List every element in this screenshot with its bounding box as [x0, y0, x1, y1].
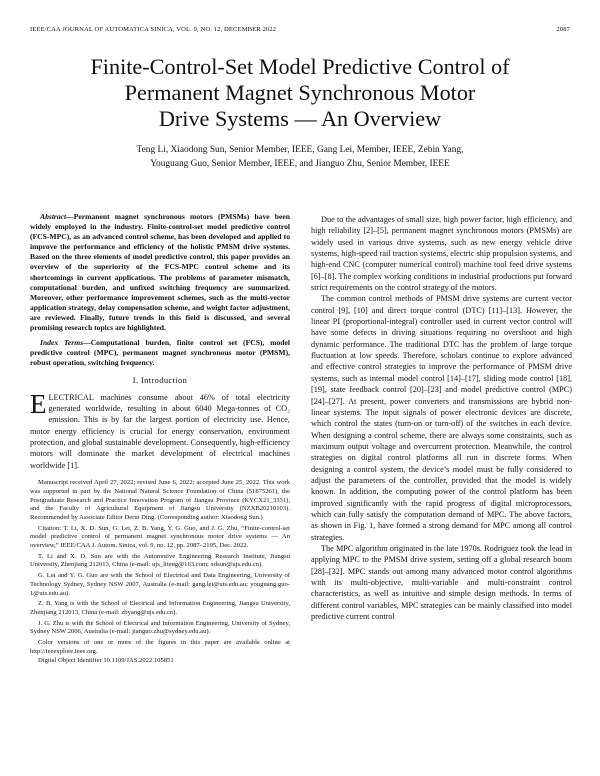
index-terms	[30, 338, 290, 368]
drop-cap: E	[30, 388, 47, 419]
title-line-2: Permanent Magnet Synchronous Motor	[124, 80, 476, 105]
footnote-manuscript: Manuscript received April 27, 2022; revised June 6, 2022; accepted June 25, 2022. This work was supported in part by the National Natural Science Foundation of China (51875261), the Postgraduate Research and Practice Innovation Program of Jiangsu Province (KYCX21_3331), and the Faculty of Agricultural Equipment of Jiangsu University (NZXB20210103). Recommended by Associate Editor Derui Ding. (Corresponding author: Xiaodong Sun.)	[30, 479, 290, 521]
journal-name: IEEE/CAA JOURNAL OF AUTOMATICA SINICA, VOL. 9, NO. 12, DECEMBER 2022	[30, 26, 277, 33]
index-terms-lead: Index Terms	[40, 338, 84, 348]
footnote-affiliation-2: G. Lei and Y. G. Guo are with the School of Electrical and Data Engineering, University of Technology Sydney, Sydney NSW 2007, Australia (e-mail: gang.lei@uts.edu.au; youguang.guo-1@uts.edu.au).	[30, 572, 290, 597]
paper-title	[40, 54, 560, 132]
right-column	[311, 214, 572, 622]
author-list	[40, 143, 560, 171]
body-paragraph-1: Due to the advantages of small size, high power factor, high efficiency, and high reliability [2]–[5], permanent magnet synchronous motors (PMSMs) are widely used in various drive systems, such as new energy vehicle drive systems, high-speed rail traction systems, electric ship propulsion systems, and high-end CNC (computer numerical control) machine tool feed drive systems [6]–[8]. The complex working conditions in industrial productions put forward strict requirements on the control strategy of the motors.	[311, 215, 572, 293]
footnotes	[30, 479, 290, 665]
intro-paragraph	[30, 388, 290, 471]
footnote-affiliation-1: T. Li and X. D. Sun are with the Automotive Engineering Research Institute, Jiangsu University, Zhenjiang 212013, China (e-mail: ujs_liteng@163.com; xdsun@ujs.edu.cn).	[30, 552, 290, 569]
author-line-2: Youguang Guo, Senior Member, IEEE, and Jianguo Zhu, Senior Member, IEEE	[150, 159, 450, 169]
author-line-1: Teng Li, Xiaodong Sun, Senior Member, IEEE, Gang Lei, Member, IEEE, Zebin Yang,	[136, 145, 464, 155]
abstract-text: —Permanent magnet synchronous motors (PMSMs) have been widely employed in the industry. Finite-control-set model predictive control (FCS-MPC), as an advanced control scheme, has been developed and applied to improve the performance and efficiency of the holistic PMSM drive systems. Based on the three elements of model predictive control, this paper provides an overview of the superiority of the FCS-MPC control scheme and its shortcomings in current applications. The problems of parameter mismatch, computational burden, and unfixed switching frequency are summarized. Moreover, other performance improvement schemes, such as the multi-vector application strategy, delay compensation scheme, and weight factor adjustment, are reviewed. Finally, future trends in this field is discussed, and several promising research topics are highlighted.	[30, 212, 290, 333]
body-paragraph-2: The common control methods of PMSM drive systems are current vector control [9], [10] and direct torque control (DTC) [11]–[13]. However, the linear PI (proportional-integral) controller used in current vector control will have some defects in driving situations requiring no overshoot and high dynamic performance. The traditional DTC has the problem of large torque fluctuation at low speeds. Therefore, scholars continue to explore advanced and effective control strategies to improve the performance of PMSM drive systems, such as internal model control [14]–[17], sliding mode control [18], [19], state feedback control [20]–[23] and model predictive control (MPC) [24]–[27]. At present, power converters and transmissions are hybrid non-linear systems. The input signals of power electronic devices are discrete, which control the states (turn-on or turn-off) of the switches in each device. When designing a control scheme, there are always some constraints, such as maximum output voltage and overcurrent protection. Meanwhile, the control strategies on digital control platforms all run in discrete forms. When designing a control system, the device’s model must be fully considered to adjust the parameters of the controller, provided that the model is widely known. In addition, the computing power of the control platform has been improved significantly with the rapid progress of digital microprocessors, which can fully satisfy the computation demand of MPC. The above factors, as shown in Fig. 1, have formed a strong demand for MPC among all control strategies.	[311, 294, 572, 542]
title-line-1: Finite-Control-Set Model Predictive Control of	[90, 54, 510, 79]
section-heading: I. Introduction	[132, 376, 188, 386]
footnote-citation: Citation: T. Li, X. D. Sun, G. Lei, Z. B. Yang, Y. G. Guo, and J. G. Zhu, “Finite-control-set model predictive control of permanent magnet synchronous motor drive systems — An overview,” IEEE/CAA J. Autom. Sinica, vol. 9, no. 12, pp. 2087–2105, Dec. 2022.	[30, 524, 290, 550]
footnote-affiliation-4: J. G. Zhu is with the School of Electrical and Information Engineering, University of Sydney, Sydney NSW 2006, Australia (e-mail: jianguo.zhu@sydney.edu.au).	[30, 619, 290, 636]
abstract-lead: Abstract	[40, 212, 67, 221]
left-column	[30, 212, 290, 665]
footnote-affiliation-3: Z. B. Yang is with the School of Electrical and Information Engineering, Jiangsu University, Zhenjiang 212013, China (e-mail: zbyang@ujs.edu.cn).	[30, 600, 290, 616]
page-number: 2087	[556, 26, 570, 33]
footnote-color-versions: Color versions of one or more of the figures in this paper are available online at http://ieeexplore.ieee.org.	[30, 639, 290, 655]
running-header	[30, 26, 570, 38]
intro-text: LECTRICAL machines consume about 46% of total electricity generated worldwide, resulting in about 6040 Mega-tonnes of CO₂ emission. This is by far the largest portion of electricity use. Hence, motor energy efficiency is crucial for energy conservation, environment protection, and global sustainable development. Consequently, high-efficiency motors will dominate the market development of electrical machines worldwide [1].	[30, 392, 290, 470]
body-paragraph-3: The MPC algorithm originated in the late 1970s. Rodriguez took the lead in applying MPC to the PMSM drive system, setting off a global research boom [28]–[32]. MPC stands out among many advanced motor control algorithms with its multi-objective, multi-variable and multi-constraint control characteristics, as well as intuitive and simple design methods. In terms of different control variables, MPC strategies can be mainly classified into model predictive current control	[311, 543, 572, 622]
title-line-3: Drive Systems — An Overview	[158, 106, 442, 131]
index-terms-text: —Computational burden, finite control set (FCS), model predictive control (MPC), permanent magnet synchronous motor (PMSM), robust operation, switching frequency.	[30, 338, 290, 368]
abstract	[30, 212, 290, 333]
footnote-doi: Digital Object Identifier 10.1109/JAS.2022.105851	[38, 656, 174, 664]
